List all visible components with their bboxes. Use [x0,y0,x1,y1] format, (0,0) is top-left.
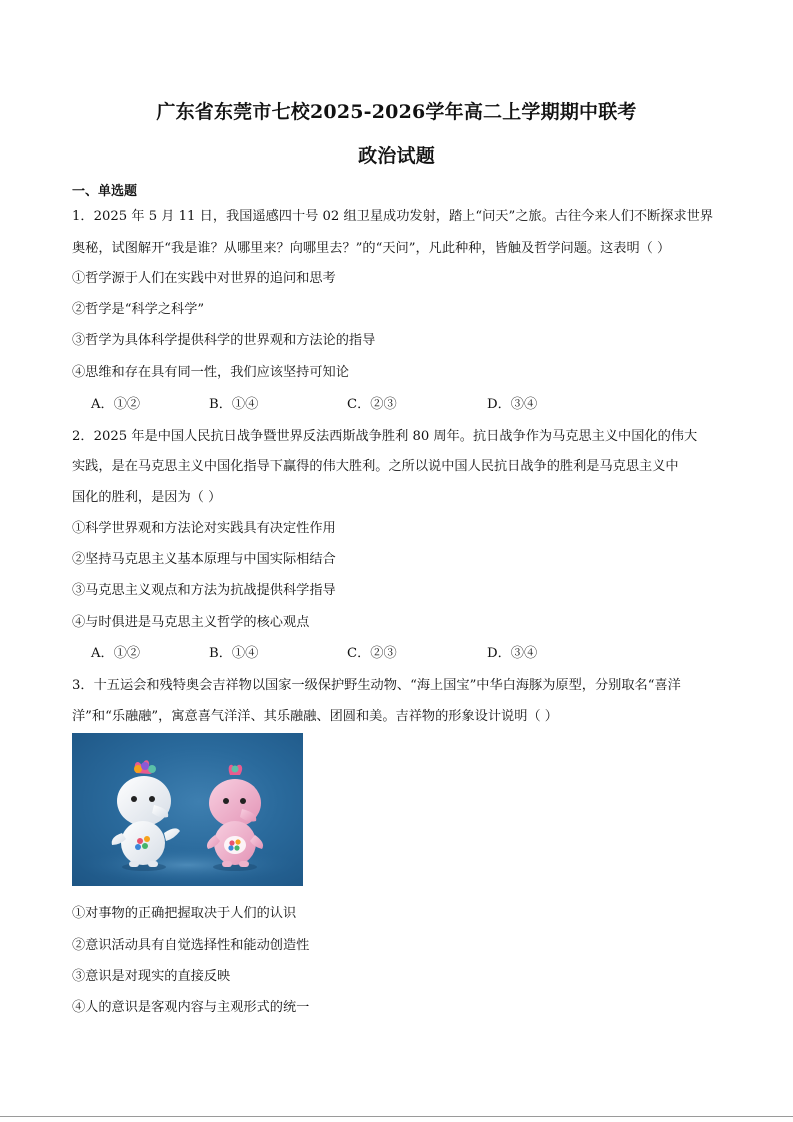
question-2-item-3: ③马克思主义观点和方法为抗战提供科学指导 [72,583,336,598]
question-1-stem-line-2: 奥秘，试图解开“我是谁？从哪里来？向哪里去？”的“天问”，凡此种种，皆触及哲学问题。这表明（ ） [72,241,671,256]
question-1-stem-line-1: 1．2025 年 5 月 11 日，我国遥感四十号 02 组卫星成功发射，踏上“问天”之旅。古往今来人们不断探求世界 [72,209,714,224]
mascot-illustration [72,733,303,886]
question-2-option-b[interactable]: B．①④ [209,646,259,661]
question-1-option-b[interactable]: B．①④ [209,397,259,412]
question-2-item-1: ①科学世界观和方法论对实践具有决定性作用 [72,521,336,536]
question-2-item-2: ②坚持马克思主义基本原理与中国实际相结合 [72,552,336,567]
question-2-stem-line-2: 实践，是在马克思主义中国化指导下赢得的伟大胜利。之所以说中国人民抗日战争的胜利是马克思主义中 [72,459,679,474]
question-1-item-2: ②哲学是“科学之科学” [72,302,205,317]
document-title: 广东省东莞市七校2025-2026学年高二上学期期中联考 [156,101,637,123]
question-2-option-c[interactable]: C．②③ [347,646,397,661]
mascot-photo [72,733,303,886]
question-2-stem-line-1: 2．2025 年是中国人民抗日战争暨世界反法西斯战争胜利 80 周年。抗日战争作为马克思主义中国化的伟大 [72,429,698,444]
question-2-option-a[interactable]: A．①② [91,646,141,661]
question-1-option-c[interactable]: C．②③ [347,397,397,412]
question-3-item-1: ①对事物的正确把握取决于人们的认识 [72,906,297,921]
section-heading: 一、单选题 [72,184,138,199]
question-1-item-1: ①哲学源于人们在实践中对世界的追问和思考 [72,271,336,286]
question-1-item-3: ③哲学为具体科学提供科学的世界观和方法论的指导 [72,333,376,348]
document-subtitle: 政治试题 [358,145,435,167]
question-2-stem-line-3: 国化的胜利，是因为（ ） [72,490,222,505]
question-3-stem-line-2: 洋”和“乐融融”，寓意喜气洋洋、其乐融融、团圆和美。吉祥物的形象设计说明（ ） [72,709,558,724]
question-3-item-3: ③意识是对现实的直接反映 [72,969,231,984]
question-3-stem-line-1: 3．十五运会和残特奥会吉祥物以国家一级保护野生动物、“海上国宝”中华白海豚为原型，分别取名“喜洋 [72,678,681,693]
question-3-item-4: ④人的意识是客观内容与主观形式的统一 [72,1000,310,1015]
question-1-option-a[interactable]: A．①② [91,397,141,412]
question-2-option-d[interactable]: D．③④ [487,646,538,661]
question-2-item-4: ④与时俱进是马克思主义哲学的核心观点 [72,615,310,630]
question-1-option-d[interactable]: D．③④ [487,397,538,412]
page-bottom-divider [0,1116,793,1117]
question-3-item-2: ②意识活动具有自觉选择性和能动创造性 [72,938,310,953]
question-1-item-4: ④思维和存在具有同一性，我们应该坚持可知论 [72,365,349,380]
